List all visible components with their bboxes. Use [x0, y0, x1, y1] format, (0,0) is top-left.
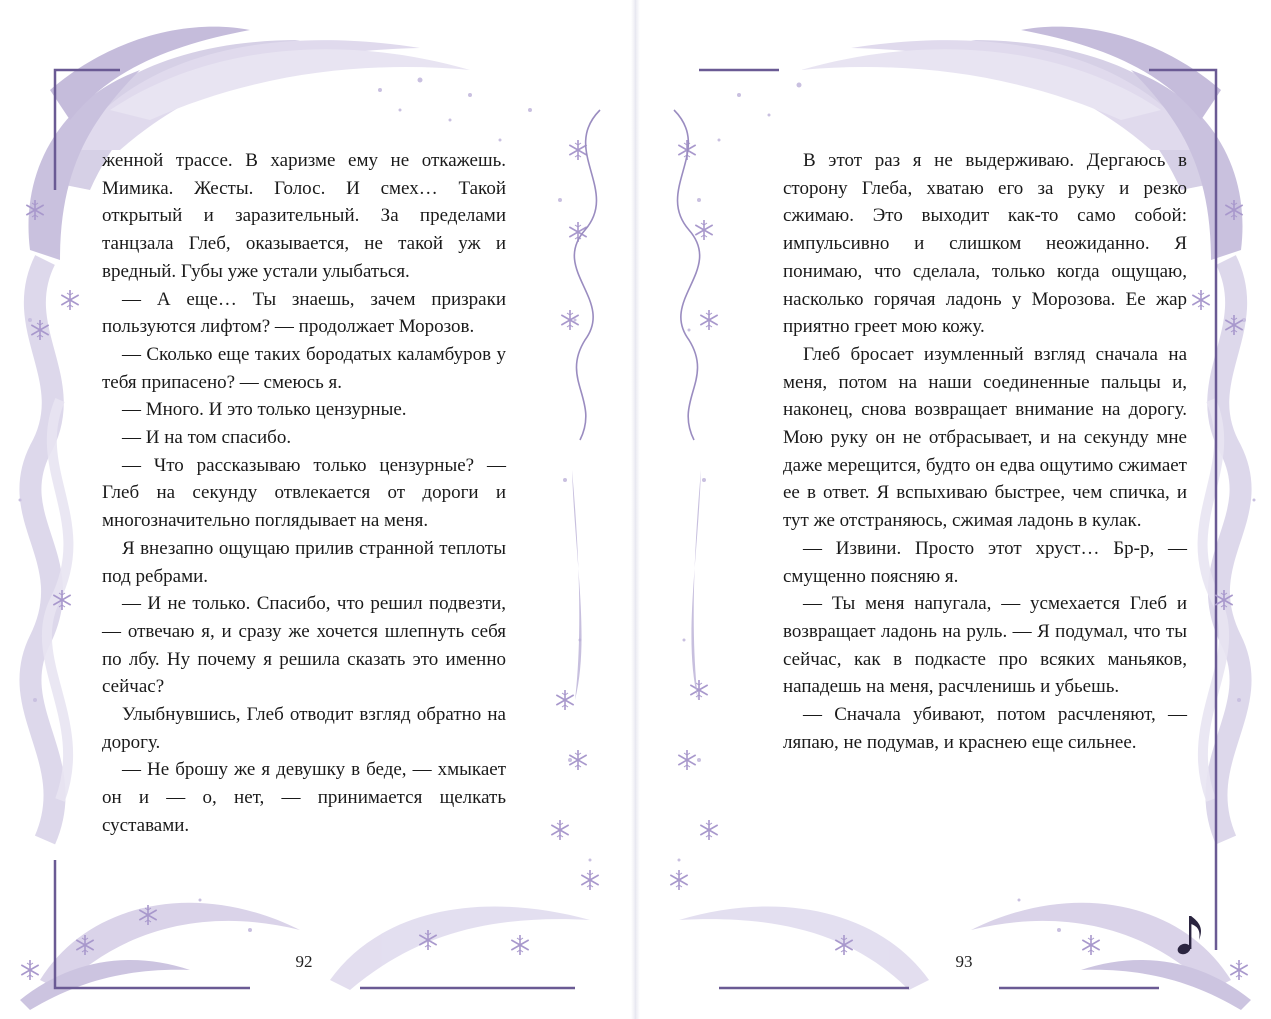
paragraph: Улыбнувшись, Глеб отводит взгляд обратно на дорогу.: [102, 704, 506, 753]
paragraph: Глеб бросает изумленный взгляд сначала на меня, потом на наши соединенные пальцы и, наконец, снова возвращает внимание на дорогу. Мою руку он не отбрасывает, и на секунду мне даже мерещится, будто он едва ощутимо сжимает ее в ответ. Я вспыхиваю быстрее, чем спичка, и тут же отстраняюсь, сжимая ладонь в кулак.: [783, 343, 1187, 532]
paragraph: — Что рассказываю только цензурные? — Глеб на секунду отвлекается от дороги и многозначительно поглядывает на меня.: [102, 454, 506, 532]
paragraph: — И не только. Спасибо, что решил подвезти, — отвечаю я, и сразу же хочется шлепнуть себя по лбу. Ну почему я решила сказать это именно сейчас?: [102, 593, 506, 698]
left-page: [0, 0, 632, 1019]
paragraph: — Сначала убивают, потом расчленяют, — ляпаю, не подумав, и краснею еще сильнее.: [783, 704, 1187, 753]
ribbon-ornament-right: [1216, 260, 1240, 840]
page-number: 93: [955, 952, 973, 971]
right-page-text: [783, 147, 1187, 756]
paragraph: — Не брошу же я девушку в беде, — хмыкает он и — о, нет, — принимается щелкать суставами.: [102, 759, 506, 836]
paragraph: женной трассе. В харизме ему не откажешь. Мимика. Жесты. Голос. И смех… Такой открытый и заразительный. За пределами танцзала Глеб, оказывается, не такой уж и вредный. Губы уже устали улыбаться.: [102, 150, 506, 282]
paragraph: — Много. И это только цензурные.: [122, 399, 407, 421]
paragraph: — А еще… Ты знаешь, зачем призраки пользуются лифтом? — продолжает Морозов.: [102, 288, 506, 338]
paragraph: — Сколько еще таких бородатых каламбуров у тебя припасено? — смеюсь я.: [102, 343, 506, 393]
paragraph: — И на том спасибо.: [122, 427, 292, 449]
paragraph: В этот раз я не выдерживаю. Дергаюсь в сторону Глеба, хватаю его за руку и резко сжимаю. Это выходит как-то само собой: импульсивно и слишком неожиданно. Я понимаю, что сделала, только когда ощущаю, насколько горячая ладонь у Морозова. Ее жар приятно греет мою кожу.: [783, 150, 1187, 338]
right-page: [639, 0, 1271, 1019]
ribbon-ornament-left: [30, 260, 54, 840]
paragraph: Я внезапно ощущаю прилив странной теплоты под ребрами.: [102, 537, 506, 587]
left-page-text: [102, 147, 506, 840]
paragraph: — Ты меня напугала, — усмехается Глеб и возвращает ладонь на руль. — Я подумал, что ты сейчас, как в подкасте про всяких маньяков, нападешь на меня, расчленишь и убьешь.: [783, 593, 1187, 698]
paragraph: — Извини. Просто этот хруст… Бр-р, — смущенно поясняю я.: [783, 537, 1187, 587]
page-number: 92: [295, 952, 313, 971]
